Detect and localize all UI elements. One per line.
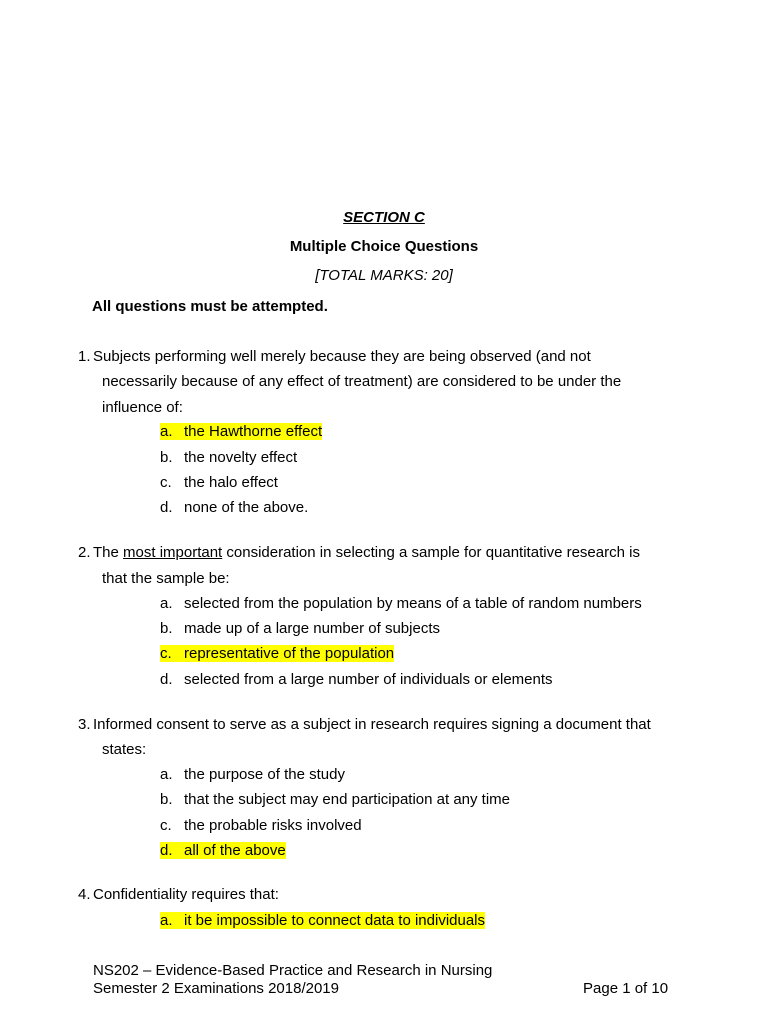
footer-course: NS202 – Evidence-Based Practice and Research in Nursing: [93, 962, 493, 979]
option-letter: c.: [160, 474, 172, 491]
question-text-line: Confidentiality requires that:: [93, 886, 279, 903]
question-text-line: Informed consent to serve as a subject in research requires signing a document that: [93, 716, 651, 733]
answer-option: [160, 595, 642, 612]
option-letter: d.: [160, 671, 173, 688]
question-text-line: that the sample be:: [102, 570, 230, 587]
footer-exam: Semester 2 Examinations 2018/2019: [93, 980, 339, 997]
answer-option: [160, 671, 553, 688]
option-letter: c.: [160, 817, 172, 834]
question-text-line: necessarily because of any effect of treatment) are considered to be under the: [102, 373, 622, 390]
option-letter: c.: [160, 645, 172, 662]
option-text: selected from a large number of individuals or elements: [184, 671, 553, 688]
answer-option: [160, 791, 510, 808]
question-number: 2.: [78, 544, 91, 561]
question-number: 3.: [78, 716, 91, 733]
question-number: 1.: [78, 348, 91, 365]
option-letter: a.: [160, 423, 173, 440]
question-text-line: influence of:: [102, 399, 183, 416]
answer-option: [160, 766, 345, 783]
option-text: the Hawthorne effect: [184, 423, 323, 440]
option-letter: a.: [160, 766, 173, 783]
answer-option: [160, 620, 440, 637]
option-letter: b.: [160, 791, 173, 808]
option-letter: d.: [160, 499, 173, 516]
option-text: the probable risks involved: [184, 817, 362, 834]
option-letter: b.: [160, 449, 173, 466]
question-text-line: states:: [102, 741, 147, 758]
option-text: that the subject may end participation at any time: [184, 791, 511, 808]
question-text-line: [93, 544, 640, 561]
question-number: 4.: [78, 886, 91, 903]
option-letter: a.: [160, 595, 173, 612]
option-text: the purpose of the study: [184, 766, 345, 783]
answer-option-highlighted: [160, 423, 322, 440]
answer-option-highlighted: [160, 842, 286, 859]
option-text: the halo effect: [184, 474, 278, 491]
page-subtitle: Multiple Choice Questions: [289, 238, 479, 255]
answer-option: [160, 449, 297, 466]
option-text: selected from the population by means of a table of random numbers: [184, 595, 642, 612]
option-letter: d.: [160, 842, 173, 859]
option-text: all of the above: [184, 842, 286, 859]
page-number: Page 1 of 10: [583, 980, 669, 997]
answer-option: [160, 817, 362, 834]
option-letter: a.: [160, 912, 173, 929]
question-text-post: consideration in selecting a sample for quantitative research is: [222, 544, 640, 561]
total-marks: [TOTAL MARKS: 20]: [315, 267, 453, 284]
answer-option-highlighted: [160, 645, 394, 662]
answer-option: [160, 474, 278, 491]
answer-option: [160, 499, 308, 516]
option-text: made up of a large number of subjects: [184, 620, 440, 637]
question-text-line: Subjects performing well merely because they are being observed (and not: [93, 348, 591, 365]
instruction-text: All questions must be attempted.: [92, 298, 328, 315]
answer-option-highlighted: [160, 912, 485, 929]
emphasis-text: most important: [123, 544, 223, 561]
option-text: none of the above.: [184, 499, 309, 516]
question-text-pre: The: [93, 544, 124, 561]
section-title: SECTION C: [343, 209, 425, 226]
option-letter: b.: [160, 620, 173, 637]
option-text: it be impossible to connect data to individuals: [184, 912, 486, 929]
option-text: representative of the population: [184, 645, 395, 662]
option-text: the novelty effect: [184, 449, 298, 466]
